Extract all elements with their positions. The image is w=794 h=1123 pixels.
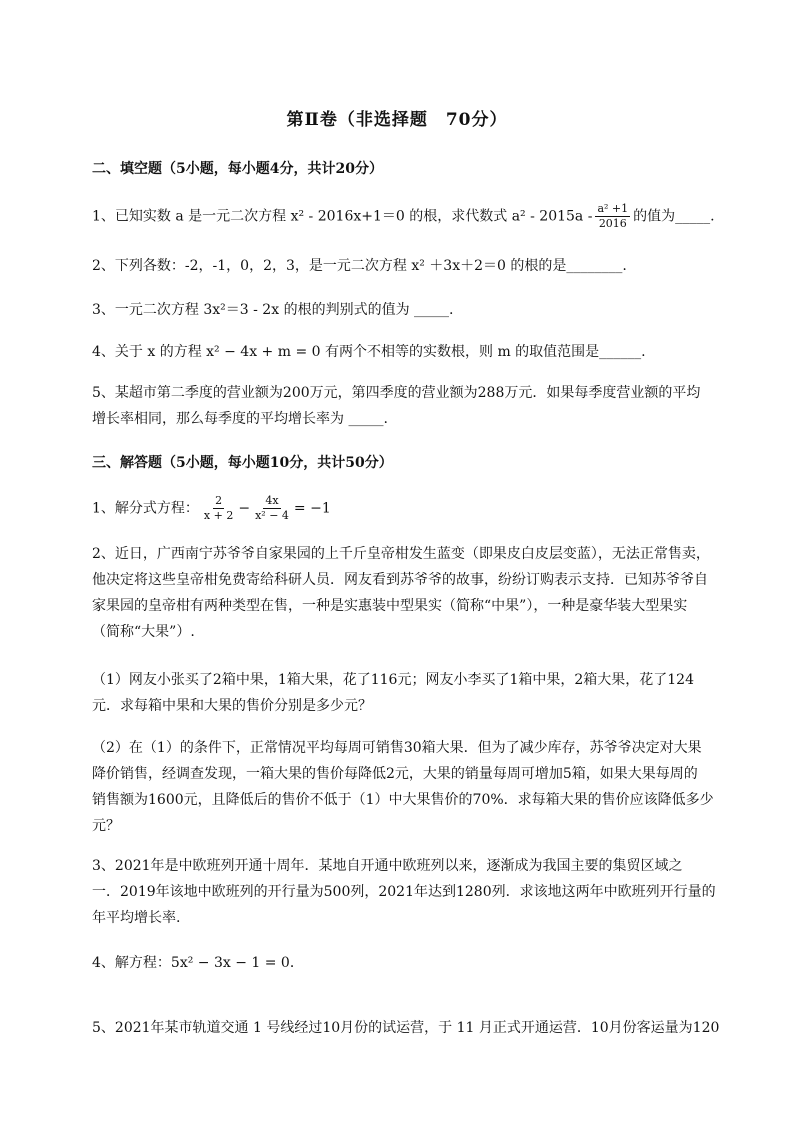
question-answer-2-part-1 [92,667,742,719]
question-line: （2）在（1）的条件下，正常情况平均每周可销售30箱大果．但为了减少库存，苏爷爷决定对大果 [92,740,702,756]
question-fill-4: 4、关于 x 的方程 x² − 4x + m = 0 有两个不相等的实数根，则 m 的取值范围是______. [92,344,646,360]
question-line: 3、2021年是中欧班列开通十周年．某地自开通中欧班列以来，逐渐成为我国主要的集贸区域之 [92,858,683,874]
fraction-numerator: 2 [215,494,223,507]
question-fill-1 [92,202,742,231]
question-line: 2、近日，广西南宁苏爷爷自家果园的上千斤皇帝柑发生蓝变（即果皮白皮层变蓝），无法正常售卖， [92,546,710,562]
fraction-denominator: x + 2 [203,509,234,522]
question-line: 一．2019年该地中欧班列的开行量为500列，2021年达到1280列．求该地这两年中欧班列开行量的 [92,884,716,900]
question-answer-1-text-after: = −1 [293,500,331,517]
question-line: 增长率相同，那么每季度的平均增长率为 _____. [92,411,388,427]
question-line: 他决定将这些皇帝柑免费寄给科研人员．网友看到苏爷爷的故事，纷纷订购表示支持．已知苏爷爷自 [92,572,708,588]
question-fill-3: 3、一元二次方程 3x²＝3 - 2x 的根的判别式的值为 _____. [92,302,454,318]
question-line: （简称“大果”）. [92,624,195,640]
question-answer-1 [92,494,742,523]
question-answer-2-part-2 [92,735,742,839]
fraction-denominator: 2016 [598,217,627,230]
question-line: 家果园的皇帝柑有两种类型在售，一种是实惠装中型果实（简称“中果”），一种是豪华装大型果实 [92,598,688,614]
question-fill-2: 2、下列各数：-2，-1，0，2，3，是一元二次方程 x² ＋3x＋2＝0 的根的是________. [92,258,627,274]
question-line: 年平均增长率. [92,910,181,926]
minus-sign: − [238,500,251,517]
question-answer-1-text-before: 1、解分式方程： [92,500,199,517]
question-line: 5、某超市第二季度的营业额为200万元，第四季度的营业额为288万元．如果每季度营业额的平均 [92,385,701,401]
section-answer-heading: 三、解答题（5小题，每小题10分，共计50分） [92,455,393,471]
question-line: 销售额为1600元，且降低后的售价不低于（1）中大果售价的70%．求每箱大果的售价应该降低多少 [92,792,714,808]
question-answer-3 [92,853,742,931]
question-fill-1-text-after: 的值为_____. [633,208,715,225]
fraction-numerator: a² +1 [597,202,629,215]
question-answer-1-fraction-2 [253,494,291,523]
question-answer-1-fraction-1 [202,494,235,523]
fraction-denominator: x² − 4 [255,509,289,522]
question-answer-4: 4、解方程：5x² − 3x − 1 = 0． [92,955,304,971]
question-line: （1）网友小张买了2箱中果，1箱大果，花了116元；网友小李买了1箱中果，2箱大果，花了124 [92,672,694,688]
question-answer-5: 5、2021年某市轨道交通 1 号线经过10月份的试运营，于 11 月正式开通运营．10月份客运量为120 [92,1020,720,1036]
question-fill-1-fraction [595,202,630,231]
question-answer-2-intro [92,541,742,645]
page-title: 第Ⅱ卷（非选择题 70分） [286,110,508,130]
question-fill-1-text-before: 1、已知实数 a 是一元二次方程 x² - 2016x+1＝0 的根，求代数式 a² - 2015a - [92,208,593,225]
section-fill-blank-heading: 二、填空题（5小题，每小题4分，共计20分） [92,161,383,177]
question-line: 元．求每箱中果和大果的售价分别是多少元？ [92,698,372,714]
question-fill-5 [92,380,742,432]
question-line: 降价销售，经调查发现，一箱大果的售价每降低2元，大果的销量每周可增加5箱，如果大果每周的 [92,766,698,782]
fraction-numerator: 4x [265,494,279,507]
question-line: 元？ [92,818,120,834]
